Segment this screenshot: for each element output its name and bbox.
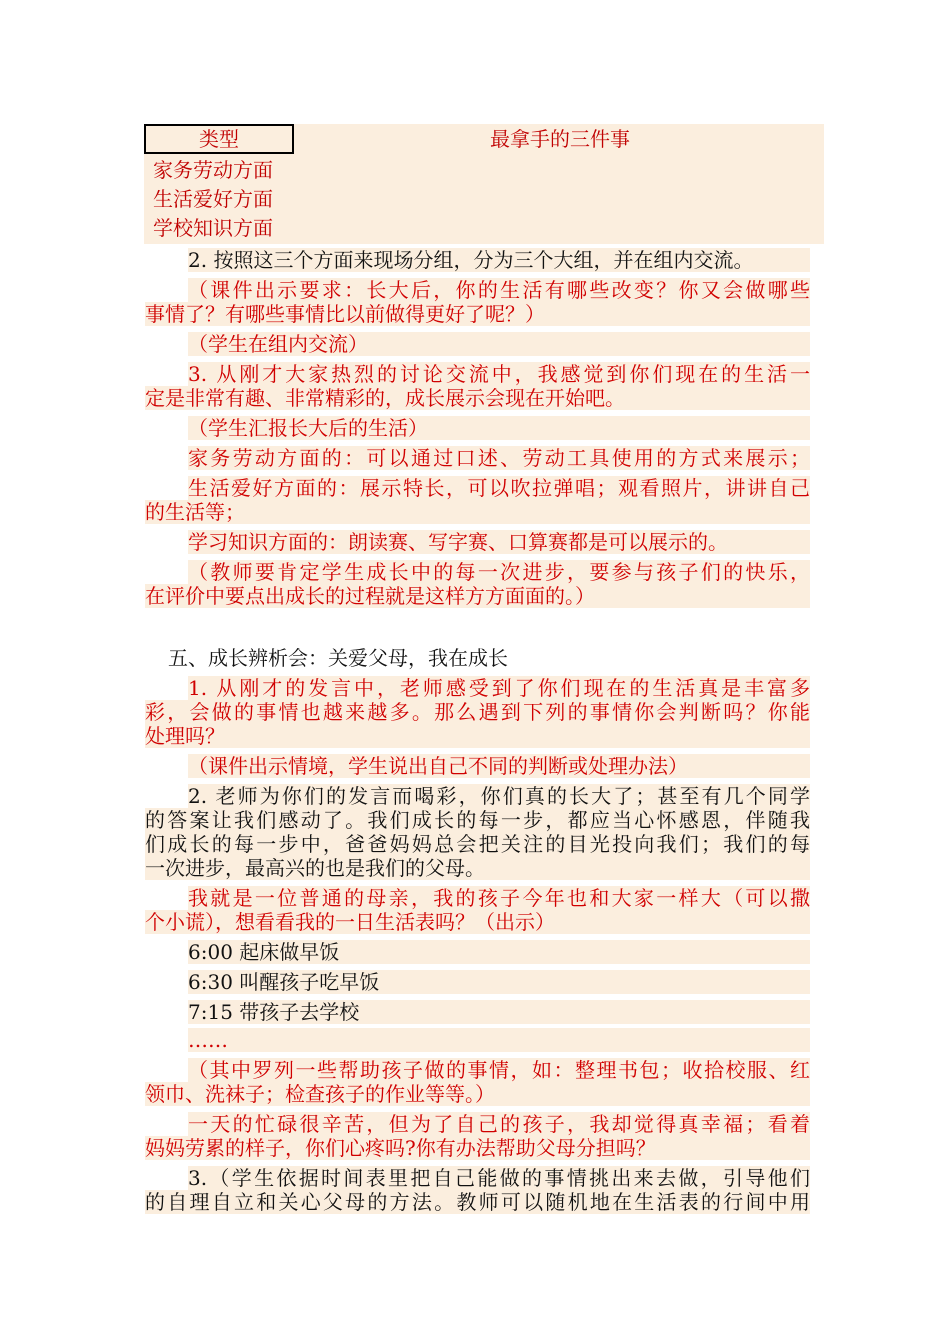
table-row-hobbies: 生活爱好方面 <box>153 187 273 211</box>
paragraph-line: （学生汇报长大后的生活） <box>188 416 810 440</box>
paragraph-line: 彩，会做的事情也越来越多。那么遇到下列的事情你会判断吗？你能 <box>145 700 810 724</box>
paragraph-line: 家务劳动方面的：可以通过口述、劳动工具使用的方式来展示； <box>188 446 810 470</box>
paragraph-line: （学生在组内交流） <box>188 332 810 356</box>
paragraph-line: 3. 从刚才大家热烈的讨论交流中，我感觉到你们现在的生活一 <box>188 362 810 386</box>
paragraph-line: 的生活等； <box>145 500 810 524</box>
paragraph-line: 妈妈劳累的样子，你们心疼吗?你有办法帮助父母分担吗？ <box>145 1136 810 1160</box>
table-row-knowledge: 学校知识方面 <box>153 216 273 240</box>
paragraph-line: 的自理自立和关心父母的方法。教师可以随机地在生活表的行间中用 <box>145 1190 810 1214</box>
paragraph-line: 事情了？有哪些事情比以前做得更好了呢？） <box>145 302 810 326</box>
schedule-item: 6:30 叫醒孩子吃早饭 <box>188 970 810 994</box>
paragraph-line: （课件出示情境，学生说出自己不同的判断或处理办法） <box>188 754 810 778</box>
paragraph-line: 一次进步，最高兴的也是我们的父母。 <box>145 856 810 880</box>
paragraph-line: 在评价中要点出成长的过程就是这样方方面面的。） <box>145 584 810 608</box>
paragraph-line: （课件出示要求：长大后，你的生活有哪些改变？你又会做哪些 <box>188 278 810 302</box>
paragraph-line: 处理吗？ <box>145 724 810 748</box>
paragraph-line: 学习知识方面的：朗读赛、写字赛、口算赛都是可以展示的。 <box>188 530 810 554</box>
paragraph-line: 2. 按照这三个方面来现场分组，分为三个大组，并在组内交流。 <box>188 248 810 272</box>
paragraph-line: 定是非常有趣、非常精彩的，成长展示会现在开始吧。 <box>145 386 810 410</box>
schedule-item: 6:00 起床做早饭 <box>188 940 810 964</box>
paragraph-line: 个小谎），想看看我的一日生活表吗？（出示） <box>145 910 810 934</box>
table-header-type: 类型 <box>144 124 294 154</box>
paragraph-line: 生活爱好方面的：展示特长，可以吹拉弹唱；观看照片，讲讲自己 <box>188 476 810 500</box>
paragraph-line: 领巾、洗袜子；检查孩子的作业等等。） <box>145 1082 810 1106</box>
paragraph-line: 的答案让我们感动了。我们成长的每一步，都应当心怀感恩，伴随我 <box>145 808 810 832</box>
paragraph-line: （教师要肯定学生成长中的每一次进步，要参与孩子们的快乐， <box>188 560 810 584</box>
section-heading: 五、成长辨析会：关爱父母，我在成长 <box>168 646 508 670</box>
paragraph-line: 3.（学生依据时间表里把自己能做的事情挑出来去做，引导他们 <box>188 1166 810 1190</box>
paragraph-line: 一天的忙碌很辛苦，但为了自己的孩子，我却觉得真幸福；看着 <box>188 1112 810 1136</box>
table-header-things: 最拿手的三件事 <box>490 127 630 151</box>
schedule-item: 7:15 带孩子去学校 <box>188 1000 810 1024</box>
schedule-ellipsis: …… <box>188 1028 810 1052</box>
paragraph-line: 们成长的每一步中，爸爸妈妈总会把关注的目光投向我们；我们的每 <box>145 832 810 856</box>
paragraph-line: （其中罗列一些帮助孩子做的事情，如：整理书包；收拾校服、红 <box>188 1058 810 1082</box>
paragraph-line: 1. 从刚才的发言中，老师感受到了你们现在的生活真是丰富多 <box>188 676 810 700</box>
paragraph-line: 我就是一位普通的母亲，我的孩子今年也和大家一样大（可以撒 <box>188 886 810 910</box>
table-row-housework: 家务劳动方面 <box>153 158 273 182</box>
paragraph-line: 2. 老师为你们的发言而喝彩，你们真的长大了；甚至有几个同学 <box>188 784 810 808</box>
